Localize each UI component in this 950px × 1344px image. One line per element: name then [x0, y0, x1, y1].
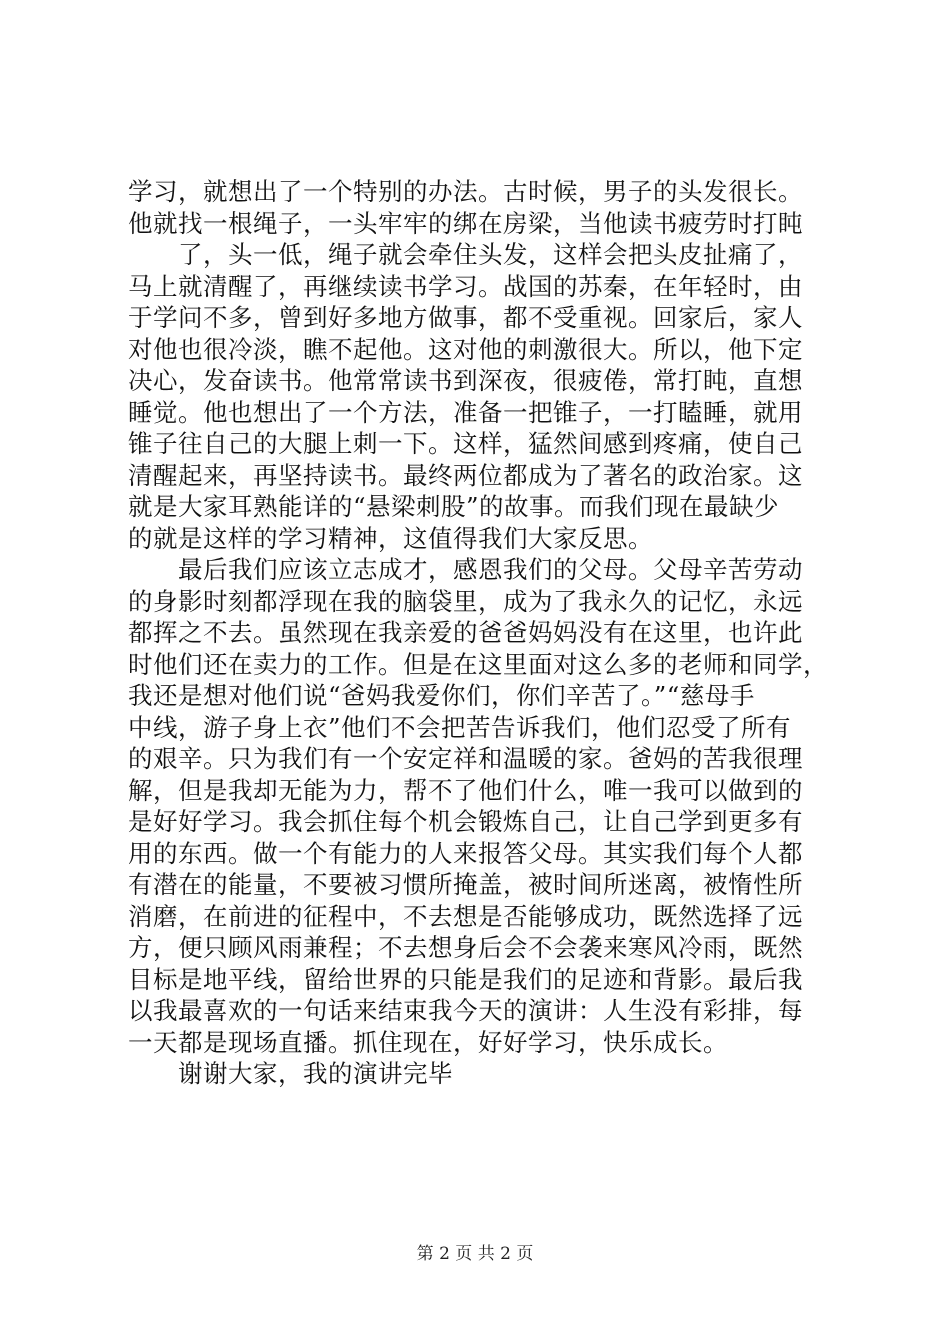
text-line: 用的东西。做一个有能力的人来报答父母。其实我们每个人都 — [128, 838, 803, 868]
text-line: 解，但是我却无能为力，帮不了他们什么，唯一我可以做到的 — [128, 775, 803, 805]
text-line: 了，头一低，绳子就会牵住头发，这样会把头皮扯痛了， — [178, 240, 803, 269]
text-line: 决心，发奋读书。他常常读书到深夜，很疲倦，常打盹，直想 — [128, 366, 803, 395]
text-line: 学习，就想出了一个特别的办法。古时候，男子的头发很长。 — [128, 177, 803, 206]
text-line: 对他也很冷淡，瞧不起他。这对他的刺激很大。所以，他下定 — [128, 334, 803, 364]
text-line: 时他们还在卖力的工作。但是在这里面对这么多的老师和同学， — [128, 649, 828, 679]
text-line: 消磨，在前进的征程中，不去想是否能够成功，既然选择了远 — [128, 901, 803, 931]
text-line: 目标是地平线，留给世界的只能是我们的足迹和背影。最后我 — [128, 964, 803, 994]
text-line: 方，便只顾风雨兼程；不去想身后会不会袭来寒风冷雨，既然 — [128, 933, 803, 962]
text-line: 一天都是现场直播。抓住现在，好好学习，快乐成长。 — [128, 1027, 728, 1057]
body-text — [128, 176, 838, 1090]
text-line: 谢谢大家，我的演讲完毕 — [178, 1059, 453, 1088]
text-line: 马上就清醒了，再继续读书学习。战国的苏秦，在年轻时，由 — [128, 271, 803, 301]
text-line: 最后我们应该立志成才，感恩我们的父母。父母辛苦劳动 — [178, 555, 803, 584]
text-line: 于学问不多，曾到好多地方做事，都不受重视。回家后，家人 — [128, 303, 803, 332]
text-line: 就是大家耳熟能详的“悬梁刺股”的故事。而我们现在最缺少 — [128, 492, 780, 521]
text-line: 有潜在的能量，不要被习惯所掩盖，被时间所迷离，被惰性所 — [128, 870, 803, 899]
text-line: 都挥之不去。虽然现在我亲爱的爸爸妈妈没有在这里，也许此 — [128, 618, 803, 647]
text-line: 的艰辛。只为我们有一个安定祥和温暖的家。爸妈的苦我很理 — [128, 744, 803, 773]
text-line: 锥子往自己的大腿上刺一下。这样，猛然间感到疼痛，使自己 — [128, 429, 803, 458]
text-line: 清醒起来，再坚持读书。最终两位都成为了著名的政治家。这 — [128, 460, 803, 490]
text-line: 睡觉。他也想出了一个方法，准备一把锥子，一打瞌睡，就用 — [128, 397, 803, 427]
text-line: 我还是想对他们说“爸妈我爱你们，你们辛苦了。”“慈母手 — [128, 681, 755, 710]
text-line: 的就是这样的学习精神，这值得我们大家反思。 — [128, 523, 653, 553]
text-line: 以我最喜欢的一句话来结束我今天的演讲：人生没有彩排，每 — [128, 996, 803, 1025]
text-line: 中线，游子身上衣”他们不会把苦告诉我们，他们忍受了所有 — [128, 712, 792, 742]
text-line: 是好好学习。我会抓住每个机会锻炼自己，让自己学到更多有 — [128, 807, 803, 836]
text-line: 的身影时刻都浮现在我的脑袋里，成为了我永久的记忆，永远 — [128, 586, 803, 616]
page-footer: 第 2 页 共 2 页 — [416, 1244, 534, 1264]
text-line: 他就找一根绳子，一头牢牢的绑在房梁，当他读书疲劳时打盹 — [128, 208, 803, 238]
